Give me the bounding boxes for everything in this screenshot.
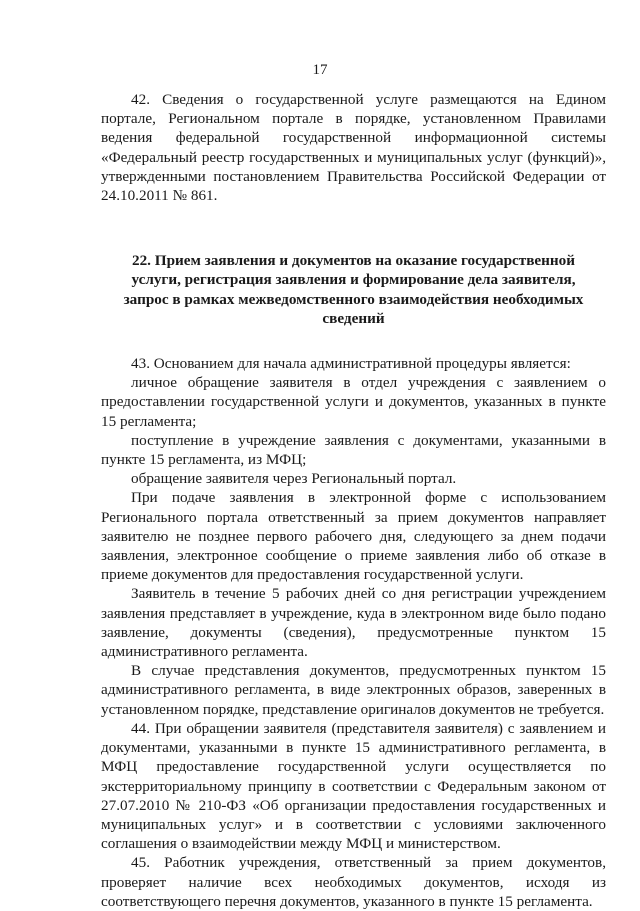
paragraph-45: 45. Работник учреждения, ответственный за прием документов, проверяет наличие всех необходимых документов, исходя из соответствующего перечня документов, указанного в пункте 15 регламента. [101,854,606,910]
paragraph-43-portal-appeal: обращение заявителя через Региональный портал. [131,470,457,488]
paragraph-43-electronic-images: В случае представления документов, предусмотренных пунктом 15 административного регламента, в виде электронных образов, заверенных в установленном порядке, представление оригиналов документов не требуется. [101,662,606,718]
paragraph-43-applicant-deadline: Заявитель в течение 5 рабочих дней со дня регистрации учреждением заявления представляет в учреждение, куда в электронном виде было подано заявление, документы (сведения), предусмотренные пунктом 15 административного регламента. [101,585,606,661]
page-number: 17 [312,62,328,78]
paragraph-43-mfc-receipt: поступление в учреждение заявления с документами, указанными в пункте 15 регламента, из МФЦ; [101,431,606,469]
paragraph-43: 43. Основанием для начала административной процедуры является: [131,355,571,373]
paragraph-43-electronic-submission: При подаче заявления в электронной форме с использованием Регионального портала ответственный за прием документов направляет заявителю не позднее первого рабочего дня, следующего за днем подачи заявления, электронное сообщение о приеме заявления либо об отказе в приеме документов для предоставления государственной услуги. [101,489,606,584]
paragraph-42: 42. Сведения о государственной услуге размещаются на Едином портале, Региональном портале в порядке, установленном Правилами ведения федеральной государственной информационной системы «Федеральный реестр государственных и муниципальных услуг (функций)», утвержденными постановлением Правительства Российской Федерации от 24.10.2011 № 861. [101,91,606,205]
paragraph-43-personal-appeal: личное обращение заявителя в отдел учреждения с заявлением о предоставлении государственной услуги и документов, указанных в пункте 15 регламента; [101,374,606,430]
paragraph-44: 44. При обращении заявителя (представителя заявителя) с заявлением и документами, указанными в пункте 15 административного регламента, в МФЦ предоставление государственной услуги осуществляется по экстерриториальному принципу в соответствии с Федеральным законом от 27.07.2010 № 210-ФЗ «Об организации предоставления государственных и муниципальных услуг» и в соответствии с условиями заключенного соглашения о взаимодействии между МФЦ и министерством. [101,719,606,853]
document-body [101,90,606,911]
section-heading-22: 22. Прием заявления и документов на оказание государственной услуги, регистрация заявления и формирование дела заявителя, запрос в рамках межведомственного взаимодействия необходимых сведений [123,252,584,327]
